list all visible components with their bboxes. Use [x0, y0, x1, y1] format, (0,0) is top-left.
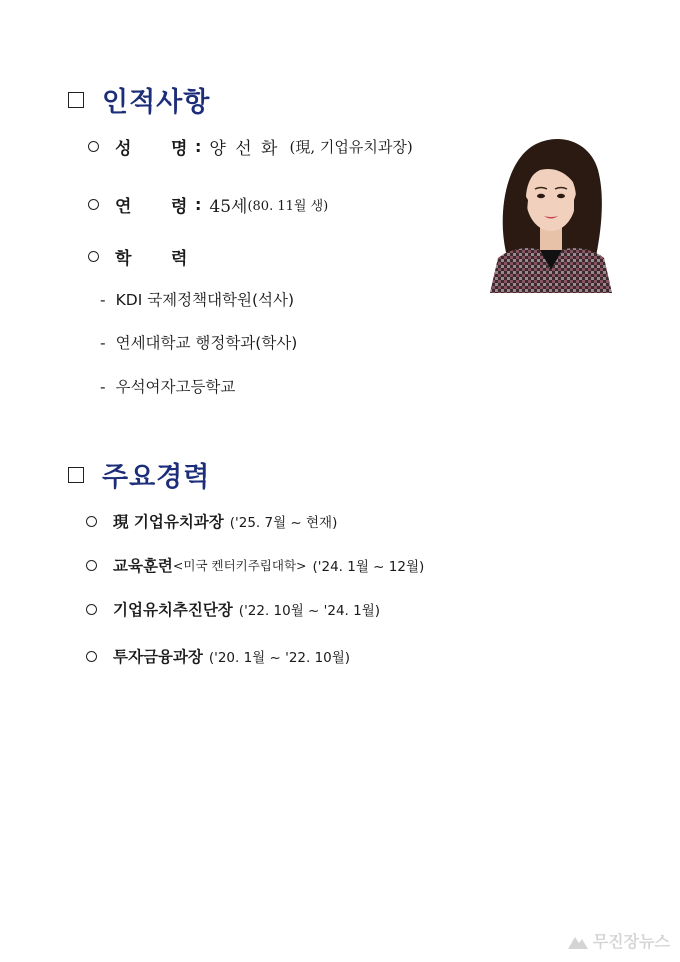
name-label: 성 명: [115, 139, 188, 159]
age-row: 연 령 : 45세 (80. 11월 생): [88, 192, 328, 217]
career-title: 교육훈련: [113, 557, 173, 575]
age-label: 연 령: [115, 197, 188, 217]
circle-bullet-icon: [86, 604, 97, 615]
career-section-title: 주요경력: [102, 462, 211, 493]
education-label: 학 력: [115, 249, 188, 269]
career-period: ('20. 1월 ~ '22. 10월): [208, 650, 351, 666]
career-item: [86, 554, 424, 576]
career-title: 現 기업유치과장: [113, 513, 224, 531]
name-note: (現, 기업유치과장): [289, 138, 413, 156]
square-bullet-icon: [68, 467, 84, 483]
education-item: - 연세대학교 행정학과(학사): [100, 334, 298, 352]
watermark: [567, 929, 670, 952]
mountain-logo-icon: [567, 932, 589, 950]
name-row: 성 명 : 양 선 화 (現, 기업유치과장): [88, 134, 413, 159]
circle-bullet-icon: [86, 516, 97, 527]
profile-section-title: 인적사항: [102, 87, 211, 118]
career-section-heading: [68, 455, 210, 494]
circle-bullet-icon: [88, 251, 99, 262]
career-title: 기업유치추진단장: [113, 601, 233, 619]
profile-section-heading: [68, 80, 210, 119]
square-bullet-icon: [68, 92, 84, 108]
education-item: - 우석여자고등학교: [100, 378, 236, 396]
watermark-text: 무진장뉴스: [592, 932, 670, 951]
name-value: 양 선 화: [209, 139, 280, 159]
profile-photo: [486, 130, 615, 293]
career-title: 투자금융과장: [113, 648, 203, 666]
career-item: [86, 598, 380, 620]
career-item: [86, 510, 337, 532]
career-period: ('24. 1월 ~ 12월): [312, 559, 425, 575]
career-period: ('25. 7월 ~ 현재): [229, 515, 338, 531]
circle-bullet-icon: [88, 199, 99, 210]
career-item: [86, 645, 350, 667]
circle-bullet-icon: [88, 141, 99, 152]
career-sub: <미국 켄터키주립대학>: [172, 558, 307, 573]
career-period: ('22. 10월 ~ '24. 1월): [238, 603, 381, 619]
circle-bullet-icon: [86, 560, 97, 571]
education-item: - KDI 국제정책대학원(석사): [100, 291, 295, 309]
circle-bullet-icon: [86, 651, 97, 662]
portrait-illustration: [486, 130, 615, 293]
education-row: [88, 244, 195, 269]
age-note: (80. 11월 생): [247, 199, 329, 214]
age-value: 45세: [209, 197, 248, 217]
